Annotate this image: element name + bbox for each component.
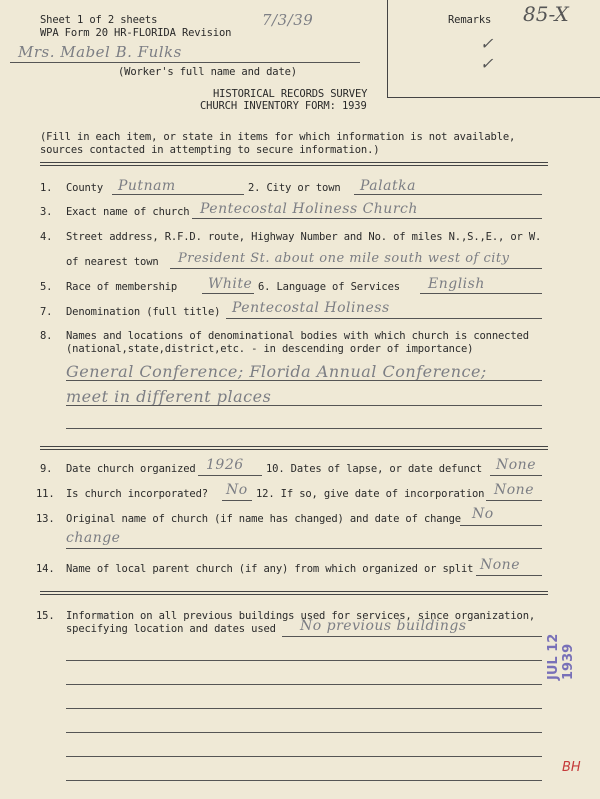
item-13-line-1 [460,525,542,526]
item-8-label-1: Names and locations of denominational bodies with which church is connected [66,330,529,342]
item-14-label: Name of local parent church (if any) from which organized or split [66,563,474,575]
item-4-value: President St. about one mile south west of city [178,251,510,266]
item-13-number: 13. [36,513,55,525]
item-9-number: 9. [40,463,53,475]
item-1-number: 1. [40,182,53,194]
instructions-line-1: (Fill in each item, or state in items for which information is not available, [40,131,516,143]
item-4-label-2: of nearest town [66,256,159,268]
item-1-value: Putnam [118,178,176,194]
divider [40,446,548,450]
item-5-line [202,293,254,294]
item-1-label: County [66,182,104,194]
item-15-line-5 [66,756,542,757]
item-2-value: Palatka [360,178,416,194]
item-9-label: Date church organized [66,463,196,475]
item-15-line-1 [66,660,542,661]
item-8-line-1 [66,380,542,381]
survey-title: HISTORICAL RECORDS SURVEY [213,88,368,100]
item-3-value: Pentecostal Holiness Church [200,201,418,217]
item-3-line [192,218,542,219]
item-11-label: Is church incorporated? [66,488,208,500]
item-15-line-0 [282,636,542,637]
item-14-line [476,575,542,576]
divider [40,162,548,166]
item-15-label-2: specifying location and dates used [66,623,276,635]
item-9-line [198,475,262,476]
item-2-label: 2. City or town [248,182,341,194]
item-7-line [226,318,542,319]
worker-caption: (Worker's full name and date) [118,66,297,78]
item-1-line [112,194,244,195]
item-3-number: 3. [40,206,53,218]
item-12-line [486,500,542,501]
item-5-value: White [208,276,253,292]
divider [40,591,548,595]
item-15-line-4 [66,732,542,733]
item-8-number: 8. [40,330,53,342]
item-9-value: 1926 [206,457,244,473]
item-11-number: 11. [36,488,55,500]
item-7-value: Pentecostal Holiness [232,300,390,316]
item-2-line [354,194,542,195]
item-15-value: No previous buildings [300,618,467,634]
corner-note: 85-X [523,2,569,26]
remarks-checkmarks: ✓ ✓ [480,34,494,73]
item-4-label-1: Street address, R.F.D. route, Highway Number and No. of miles N.,S.,E., or W. [66,231,542,243]
received-stamp: JUL 12 1939 [546,633,576,680]
item-8-label-2: (national,state,district,etc. - in descending order of importance) [66,343,474,355]
item-8-line-3 [66,428,542,429]
item-7-label: Denomination (full title) [66,306,221,318]
initials-mark: BH [562,760,581,775]
item-6-value: English [428,276,485,292]
item-8-value-1: General Conference; Florida Annual Conference; [66,362,487,381]
form-title: CHURCH INVENTORY FORM: 1939 [200,100,367,112]
item-10-value: None [496,457,536,473]
item-8-line-2 [66,405,542,406]
remarks-label: Remarks [448,14,492,26]
item-15-label-1: Information on all previous buildings used for services, since organization, [66,610,536,622]
sheet-number: Sheet 1 of 2 sheets [40,14,158,26]
item-4-line [170,268,542,269]
worker-name-handwritten: Mrs. Mabel B. Fulks [18,43,182,61]
form-number: WPA Form 20 HR-FLORIDA Revision [40,27,232,39]
item-3-label: Exact name of church [66,206,190,218]
item-13-value-2: change [66,530,121,546]
item-12-value: None [494,482,534,498]
worker-line [10,62,360,63]
item-13-value-1: No [472,506,494,522]
item-5-label: Race of membership [66,281,178,293]
item-13-line-2 [66,548,542,549]
item-13-label: Original name of church (if name has changed) and date of change [66,513,461,525]
date-handwritten: 7/3/39 [262,11,314,29]
item-6-line [420,293,542,294]
item-15-line-2 [66,684,542,685]
item-14-value: None [480,557,520,573]
item-4-number: 4. [40,231,53,243]
item-11-value: No [226,482,248,498]
item-11-line [222,500,252,501]
item-15-line-6 [66,780,542,781]
item-6-label: 6. Language of Services [258,281,400,293]
item-14-number: 14. [36,563,55,575]
item-5-number: 5. [40,281,53,293]
instructions-line-2: sources contacted in attempting to secure information.) [40,144,380,156]
item-7-number: 7. [40,306,53,318]
item-15-line-3 [66,708,542,709]
item-8-value-2: meet in different places [66,387,272,406]
item-10-label: 10. Dates of lapse, or date defunct [266,463,483,475]
item-10-line [490,475,542,476]
item-15-number: 15. [36,610,55,622]
item-12-label: 12. If so, give date of incorporation [256,488,485,500]
